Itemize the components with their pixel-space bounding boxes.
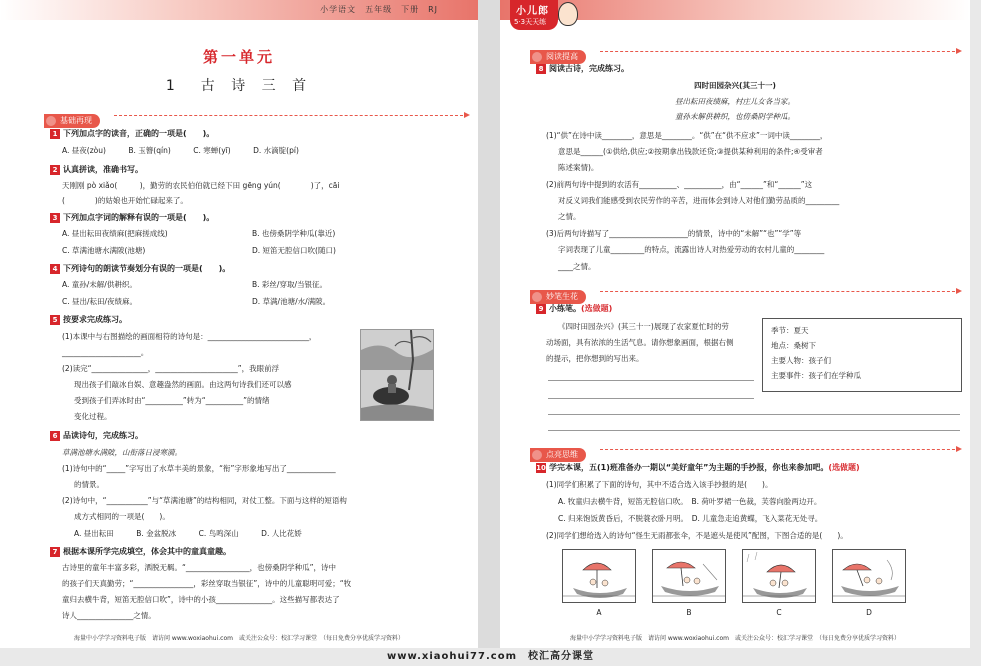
q8-line3: 陈述案情)。 (558, 163, 599, 172)
q6-line1: (1)诗句中的“_____”字写出了水草丰美的景象，“衔”字形象地写出了_____________ (62, 464, 336, 473)
q7-line4: 诗人_______________之情。 (62, 611, 156, 620)
q3-option-a: A. 昼出耘田夜绩麻(把麻搓成线) (62, 229, 168, 238)
question-8: 8 阅读古诗，完成练习。 (536, 63, 629, 74)
mascot-icon (558, 2, 578, 26)
q8-line6: 之情。 (558, 212, 581, 221)
q7-line2: 的孩子们天真勤劳；“________________，彩丝穿取当银征”，诗中的儿童聪明可爱；“牧 (62, 579, 352, 588)
writing-line-2[interactable] (548, 398, 754, 399)
page-gutter (478, 0, 500, 648)
q6-line4: 成方式相同的一项是( )。 (74, 512, 170, 521)
q8-line7: (3)后两句诗描写了_____________________的情景，诗中的“未解”“也”“学”等 (546, 229, 802, 238)
q4-option-c: C. 昼出/耘田/夜绩麻。 (62, 297, 138, 306)
q4-option-a: A. 童孙/未解/供耕织。 (62, 280, 137, 289)
q3-option-d: D. 短笛无腔信口吹(随口) (252, 246, 336, 255)
book-header: 小学语文 五年级 下册 RJ (320, 5, 438, 14)
unit-title: 第一单元 (202, 48, 275, 66)
q6-line3: (2)诗句中，“___________”与“草满池塘”的结构相同，对仗工整。下面与这样的短语构 (62, 496, 347, 505)
q10-line4: (2)同学们想给选入的诗句“怪生无雨都张伞，不是遮头是使风”配图，下图合适的是( )。 (546, 531, 848, 540)
q8-line4: (2)前两句诗中提到的农活有__________、__________，由“______”和“______”这 (546, 180, 813, 189)
q8-line8: 字词表现了儿童_________的特点，流露出诗人对热爱劳动的农村儿童的________ (558, 245, 825, 254)
q1-options: A. 昼夜(zòu) B. 玉簪(qín) C. 寒蝉(yī) D. 水滴腚(pí) (62, 146, 299, 155)
picture-option-d[interactable] (832, 549, 906, 603)
question-7: 7 根据本课所学完成填空，体会其中的童真童趣。 (50, 546, 231, 557)
q5-line4: 现出孩子们敲冰自娱、意趣盎然的画面。由这两句诗我们还可以感 (74, 380, 292, 389)
right-page (500, 0, 970, 648)
q9-line3: 的提示，把你想到的写出来。 (546, 354, 644, 363)
section-basic: 基础再现 (44, 108, 468, 122)
q4-option-b: B. 彩丝/穿取/当银征。 (252, 280, 327, 289)
q2-line2: ( )的姑娘也开始忙碌起来了。 (62, 196, 188, 205)
q7-line3: 童归去横牛背，短笛无腔信口吹”，诗中的小孩_______________。这些描写都表达了 (62, 595, 340, 604)
q2-line1: 天刚刚 pò xiǎo( )，勤劳的农民伯伯就已经下田 gēng yún( )了，cāi (62, 181, 340, 190)
q10-line3: C. 归来饱饭黄昏后，不脱蓑衣卧月明。 D. 儿童急走追黄蝶，飞入菜花无处寻。 (558, 514, 823, 523)
poem-line2: 童孙未解供耕织，也傍桑阴学种瓜。 (675, 112, 795, 121)
q6-options: A. 昼出耘田 B. 金盆脱冰 C. 鸟鸣深山 D. 人比花娇 (74, 529, 302, 538)
q4-option-d: D. 草满/池塘/水/满陂。 (252, 297, 331, 306)
question-3: 3 下列加点字词的解释有误的一项是( )。 (50, 212, 214, 223)
picture-option-c[interactable] (742, 549, 816, 603)
q8-line1: (1)“供”在诗中读________，意思是________。“供”在“供不应求”一词中读________， (546, 131, 828, 140)
q5-line1: (1)本课中与右图描绘的画面相符的诗句是：___________________________， (62, 332, 317, 341)
right-footer: 海量中小学学习资料电子版 请访问 www.woxiaohui.com 或关注公众号：校汇学习课堂 （每日免费分享优质学习资料） (570, 635, 900, 642)
watermark: www.xiaohui77.com 校汇高分课堂 (387, 651, 594, 662)
q10-line1: (1)同学们积累了下面的诗句，其中不适合选入该手抄报的是( )。 (546, 480, 773, 489)
q10-line2: A. 牧童归去横牛背，短笛无腔信口吹。 B. 荷叶罗裙一色裁，芙蓉向脸两边开。 (558, 497, 822, 506)
q5-line5: 受到孩子们弄冰时由“__________”转为“__________”的情绪 (74, 396, 270, 405)
poem-illustration (360, 329, 434, 421)
left-page (0, 0, 478, 648)
q5-line3: (2)读完“_______________，______________________”，我眼前浮 (62, 364, 280, 373)
section-thinking: 点亮思维 (530, 442, 960, 456)
section-reading: 阅读提高 (530, 44, 960, 58)
writing-line-1[interactable] (548, 380, 754, 381)
section-writing: 妙笔生花 (530, 284, 960, 298)
q5-line2: _____________________。 (62, 348, 149, 357)
poem-line1: 昼出耘田夜绩麻，村庄儿女各当家。 (675, 97, 795, 106)
picture-option-b[interactable] (652, 549, 726, 603)
label-b: B (686, 608, 692, 617)
question-5: 5 按要求完成练习。 (50, 314, 127, 325)
label-a: A (596, 608, 602, 617)
writing-line-4[interactable] (548, 430, 960, 431)
question-1: 1 下列加点字的读音，正确的一项是( )。 (50, 128, 214, 139)
poem-title: 四时田园杂兴(其三十一) (694, 81, 776, 90)
brand-logo: 小儿郎 5·3天天练 (510, 0, 578, 34)
q8-line2: 意思是______(①供给,供应;②按期拿出钱款还贷;③提供某种利用的条件;④受审者 (558, 147, 823, 156)
left-footer: 海量中小学学习资料电子版 请访问 www.woxiaohui.com 或关注公众号：校汇学习课堂 （每日免费分享优质学习资料） (74, 635, 404, 642)
question-10: 10 学完本课，五(1)班准备办一期以“美好童年”为主题的手抄报，你也来参加吧。(选做题) (536, 463, 860, 472)
q9-line1: 《四时田园杂兴》(其三十一)展现了农家夏忙时的劳 (558, 322, 729, 331)
writing-line-3[interactable] (548, 414, 960, 415)
q8-line5: 对反义词我们能感受到农民劳作的辛苦，进而体会到诗人对他们勤劳品质的_________ (558, 196, 840, 205)
hint-box: 季节：夏天 地点：桑树下 主要人物：孩子们 主要事件：孩子们在学种瓜 (762, 318, 962, 392)
q3-option-c: C. 草满池塘水满陂(池塘) (62, 246, 146, 255)
q3-option-b: B. 也傍桑阴学种瓜(靠近) (252, 229, 336, 238)
q6-verse: 草满池塘水满陂，山衔落日浸寒漪。 (62, 448, 182, 457)
label-d: D (866, 608, 872, 617)
q7-line1: 古诗里的童年丰富多彩，洒脱无羁。“_________________，也傍桑阴学种瓜”，诗中 (62, 563, 337, 572)
question-6: 6 品读诗句，完成练习。 (50, 430, 143, 441)
question-2: 2 认真拼读，准确书写。 (50, 164, 143, 175)
question-4: 4 下列诗句的朗读节奏划分有误的一项是( )。 (50, 263, 230, 274)
label-c: C (776, 608, 782, 617)
picture-option-a[interactable] (562, 549, 636, 603)
lesson-title: 1 古 诗 三 首 (165, 78, 313, 94)
q9-line2: 动场面，具有浓浓的生活气息。请你想象画面，根据右侧 (546, 338, 734, 347)
question-9: 9 小练笔。(选做题) (536, 303, 612, 314)
q6-line2: 的情景。 (74, 480, 104, 489)
q5-line6: 变化过程。 (74, 412, 112, 421)
q8-line9: ____之情。 (558, 262, 596, 271)
